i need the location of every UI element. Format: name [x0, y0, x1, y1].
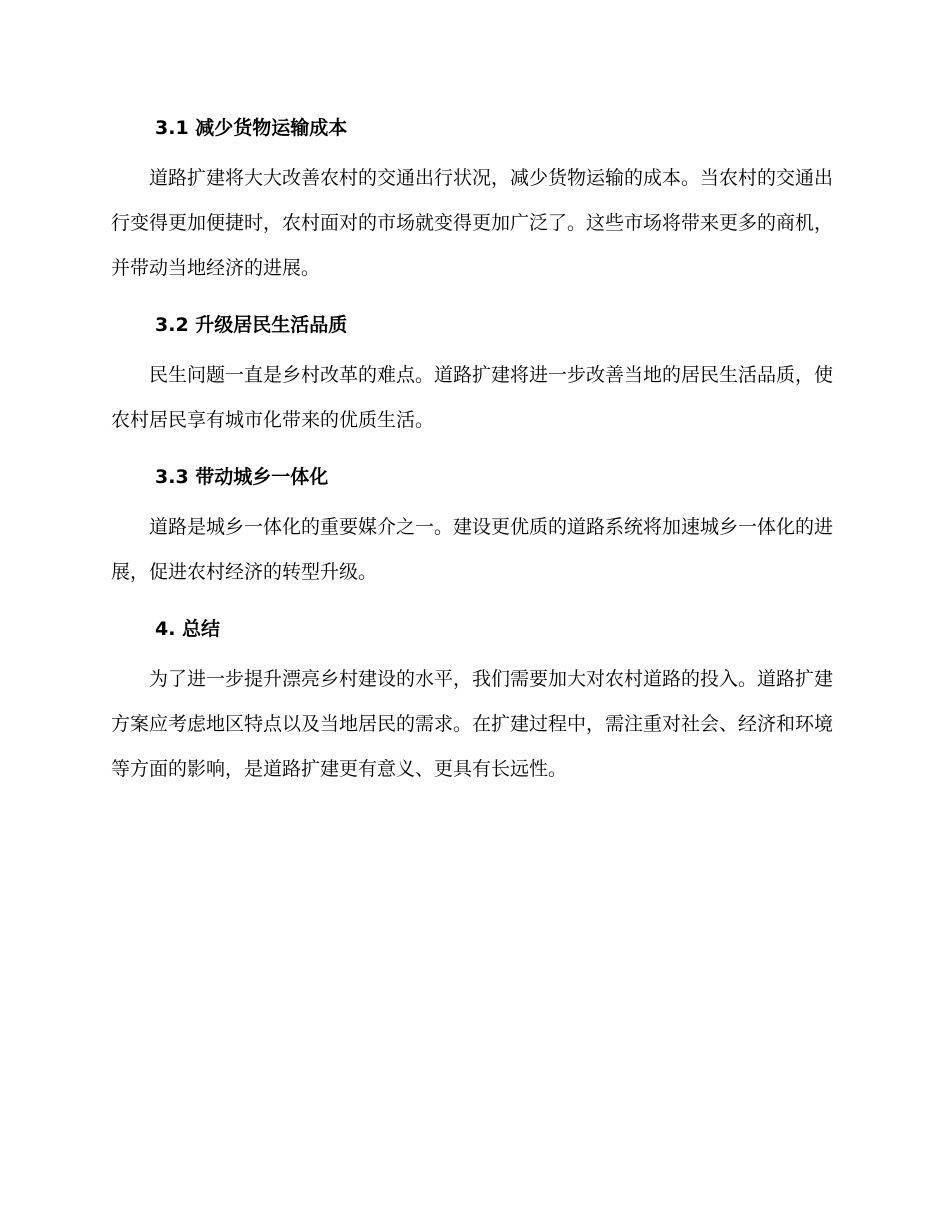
section-heading: 3.3 带动城乡一体化: [155, 466, 329, 488]
section-3-1: [111, 108, 833, 291]
section-heading: 3.1 减少货物运输成本: [155, 117, 348, 139]
section-4: [111, 609, 833, 792]
section-3-2: [111, 305, 833, 443]
section-heading: 3.2 升级居民生活品质: [155, 314, 348, 336]
section-paragraph: 民生问题一直是乡村改革的难点。道路扩建将进一步改善当地的居民生活品质，使农村居民享有城市化带来的优质生活。: [111, 364, 834, 431]
section-paragraph: 道路扩建将大大改善农村的交通出行状况，减少货物运输的成本。当农村的交通出行变得更加便捷时，农村面对的市场就变得更加广泛了。这些市场将带来更多的商机，并带动当地经济的进展。: [111, 167, 834, 279]
section-paragraph: 为了进一步提升漂亮乡村建设的水平，我们需要加大对农村道路的投入。道路扩建方案应考虑地区特点以及当地居民的需求。在扩建过程中，需注重对社会、经济和环境等方面的影响，是道路扩建更有意义、更具有长远性。: [111, 668, 834, 780]
section-heading: 4. 总结: [155, 618, 221, 640]
section-paragraph: 道路是城乡一体化的重要媒介之一。建设更优质的道路系统将加速城乡一体化的进展，促进农村经济的转型升级。: [111, 516, 834, 583]
section-3-3: [111, 457, 833, 595]
document-page: [111, 108, 833, 806]
